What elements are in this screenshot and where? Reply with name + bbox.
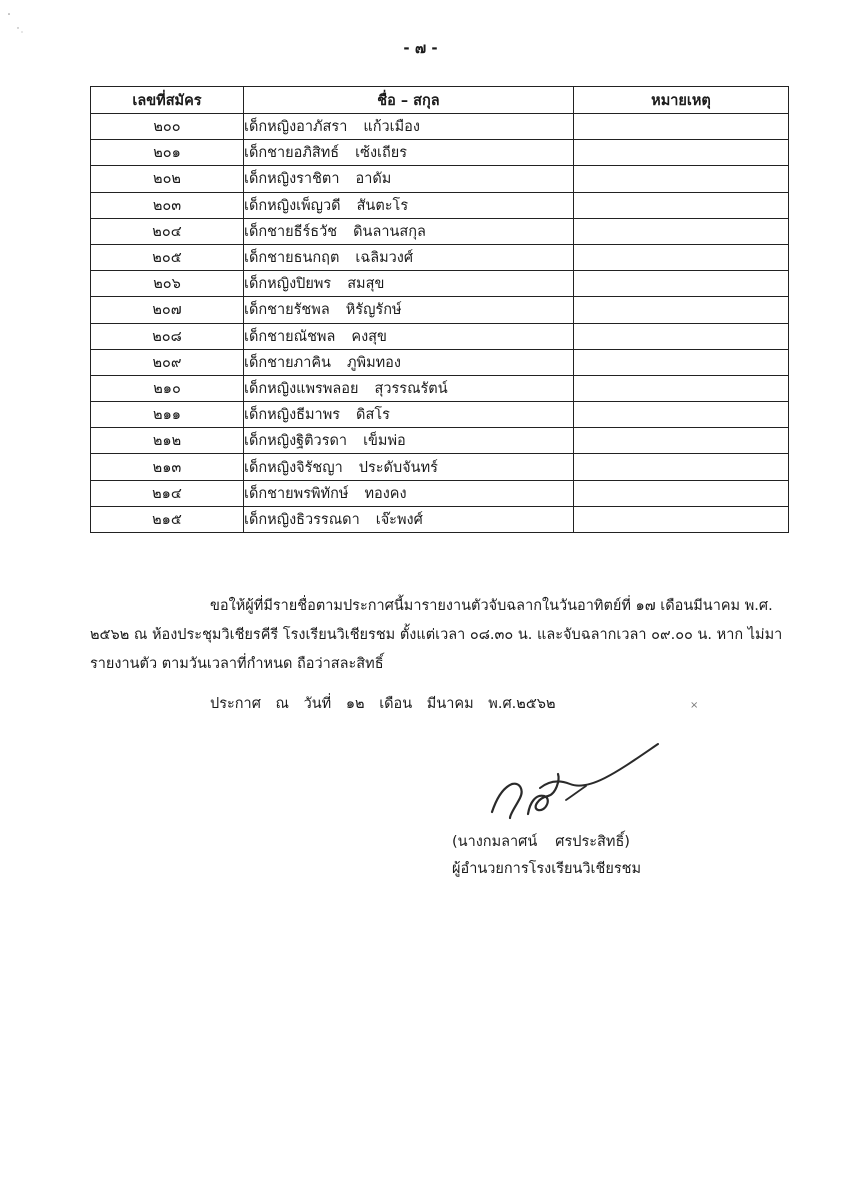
applicant-number: ๒๑๓ — [91, 454, 244, 480]
applicant-surname: คงสุข — [351, 328, 387, 345]
announce-month: มีนาคม — [426, 696, 474, 712]
applicant-number: ๒๐๑ — [91, 140, 244, 166]
table-row — [91, 375, 789, 401]
applicant-name — [244, 402, 574, 428]
applicant-given-name: เด็กหญิงอาภัสรา — [244, 119, 348, 136]
applicant-surname: แก้วเมือง — [363, 119, 420, 136]
table-row — [91, 349, 789, 375]
applicant-name — [244, 114, 574, 140]
applicant-remark — [574, 114, 789, 140]
applicant-given-name: เด็กหญิงราชิตา — [244, 171, 340, 188]
applicant-given-name: เด็กชายพรพิทักษ์ — [244, 485, 349, 502]
table-row — [91, 323, 789, 349]
applicant-number: ๒๐๒ — [91, 166, 244, 192]
applicant-name — [244, 192, 574, 218]
applicant-given-name: เด็กหญิงแพรพลอย — [244, 380, 359, 397]
applicant-surname: เข็มพ่อ — [363, 433, 406, 450]
applicant-name — [244, 140, 574, 166]
announce-year: พ.ศ.๒๕๖๒ — [488, 696, 556, 712]
announce-month-label: เดือน — [379, 696, 413, 712]
table-header-row — [91, 87, 789, 114]
applicant-name — [244, 323, 574, 349]
applicant-remark — [574, 192, 789, 218]
applicant-number: ๒๐๗ — [91, 297, 244, 323]
applicant-name — [244, 506, 574, 532]
applicant-remark — [574, 402, 789, 428]
applicant-surname: สมสุข — [347, 276, 385, 293]
applicant-remark — [574, 140, 789, 166]
announce-at: ณ — [275, 696, 289, 712]
applicant-remark — [574, 454, 789, 480]
table-row — [91, 244, 789, 270]
table-row — [91, 428, 789, 454]
applicant-number: ๒๑๔ — [91, 480, 244, 506]
applicant-name — [244, 480, 574, 506]
applicant-name — [244, 428, 574, 454]
applicant-name — [244, 375, 574, 401]
applicant-name — [244, 244, 574, 270]
applicant-surname: อาดัม — [355, 171, 392, 188]
applicant-name — [244, 218, 574, 244]
applicant-given-name: เด็กหญิงฐิติวรดา — [244, 433, 348, 450]
applicant-surname: สันตะโร — [356, 197, 409, 214]
signer-name — [452, 830, 630, 853]
announce-prefix: ประกาศ — [210, 696, 261, 712]
applicant-surname: เซ้งเถียร — [355, 145, 408, 162]
applicant-number: ๒๑๐ — [91, 375, 244, 401]
applicant-name — [244, 454, 574, 480]
announcement-date — [210, 692, 566, 715]
header-remark: หมายเหตุ — [574, 87, 789, 114]
signer-given: (นางกมลาศน์ — [452, 834, 538, 850]
applicant-given-name: เด็กหญิงจิรัชญา — [244, 459, 343, 476]
applicant-number: ๒๐๘ — [91, 323, 244, 349]
applicant-surname: สุวรรณรัตน์ — [374, 380, 448, 397]
stray-mark: × — [690, 700, 699, 711]
applicant-remark — [574, 480, 789, 506]
table-row — [91, 192, 789, 218]
applicant-remark — [574, 323, 789, 349]
applicant-remark — [574, 297, 789, 323]
applicant-number: ๒๐๔ — [91, 218, 244, 244]
applicant-surname: หิรัญรักษ์ — [345, 302, 402, 319]
applicant-surname: ภูพิมทอง — [346, 354, 401, 371]
applicant-surname: ดินลานสกุล — [353, 223, 426, 240]
header-name: ชื่อ – สกุล — [244, 87, 574, 114]
applicant-remark — [574, 166, 789, 192]
applicant-surname: ทองคง — [364, 485, 407, 502]
applicant-number: ๒๑๕ — [91, 506, 244, 532]
applicant-given-name: เด็กหญิงปิยพร — [244, 276, 332, 293]
table-row — [91, 114, 789, 140]
table-row — [91, 271, 789, 297]
signer-surname: ศรประสิทธิ์) — [555, 834, 630, 850]
applicant-name — [244, 349, 574, 375]
applicant-remark — [574, 271, 789, 297]
applicant-surname: ประดับจันทร์ — [358, 459, 438, 476]
applicant-remark — [574, 428, 789, 454]
applicant-table — [90, 86, 789, 533]
announce-day-label: วันที่ — [303, 696, 332, 712]
applicant-remark — [574, 349, 789, 375]
applicant-number: ๒๐๖ — [91, 271, 244, 297]
applicant-remark — [574, 244, 789, 270]
table-row — [91, 297, 789, 323]
table-row — [91, 506, 789, 532]
notice-text: ขอให้ผู้ที่มีรายชื่อตามประกาศนี้มารายงานตัวจับฉลากในวันอาทิตย์ที่ ๑๗ เดือนมีนาคม พ.ศ. ๒๕๖๒ ณ ห้องประชุมวิเชียรคีรี โรงเรียนวิเชียรชม ตั้งแต่เวลา ๐๘.๓๐ น. และจับฉลากเวลา ๐๙.๐๐ น. หาก ไม่มารายงานตัว ตามวันเวลาที่กำหนด ถือว่าสละสิทธิ์ — [90, 598, 783, 672]
applicant-name — [244, 297, 574, 323]
applicant-name — [244, 166, 574, 192]
applicant-remark — [574, 375, 789, 401]
applicant-number: ๒๐๕ — [91, 244, 244, 270]
applicant-number: ๒๐๐ — [91, 114, 244, 140]
applicant-given-name: เด็กหญิงธิวรรณดา — [244, 511, 360, 528]
table-row — [91, 480, 789, 506]
signer-title: ผู้อำนวยการโรงเรียนวิเชียรชม — [452, 861, 642, 877]
applicant-remark — [574, 218, 789, 244]
applicant-given-name: เด็กชายอภิสิทธ์ — [244, 145, 340, 162]
table-row — [91, 166, 789, 192]
applicant-given-name: เด็กชายรัชพล — [244, 302, 330, 319]
applicant-given-name: เด็กหญิงธีมาพร — [244, 407, 341, 424]
applicant-surname: เจ๊ะพงศ์ — [375, 511, 423, 528]
table-row — [91, 454, 789, 480]
applicant-number: ๒๑๒ — [91, 428, 244, 454]
applicant-surname: เฉลิมวงศ์ — [355, 250, 414, 267]
applicant-given-name: เด็กชายธนกฤต — [244, 250, 340, 267]
notice-paragraph — [90, 592, 790, 679]
table-row — [91, 218, 789, 244]
announce-day: ๑๒ — [345, 696, 365, 712]
applicant-given-name: เด็กชายธีร์ธวัช — [244, 223, 338, 240]
page-number: - ๗ - — [403, 39, 438, 57]
table-row — [91, 402, 789, 428]
applicant-remark — [574, 506, 789, 532]
applicant-number: ๒๐๓ — [91, 192, 244, 218]
applicant-number: ๒๐๙ — [91, 349, 244, 375]
applicant-name — [244, 271, 574, 297]
applicant-given-name: เด็กชายณัชพล — [244, 328, 336, 345]
handwritten-signature — [480, 740, 670, 830]
applicant-number: ๒๑๑ — [91, 402, 244, 428]
applicant-surname: ดิสโร — [356, 407, 390, 424]
applicant-given-name: เด็กหญิงเพ็ญวดี — [244, 197, 341, 214]
table-row — [91, 140, 789, 166]
header-applicant-number: เลขที่สมัคร — [91, 87, 244, 114]
applicant-given-name: เด็กชายภาคิน — [244, 354, 331, 371]
